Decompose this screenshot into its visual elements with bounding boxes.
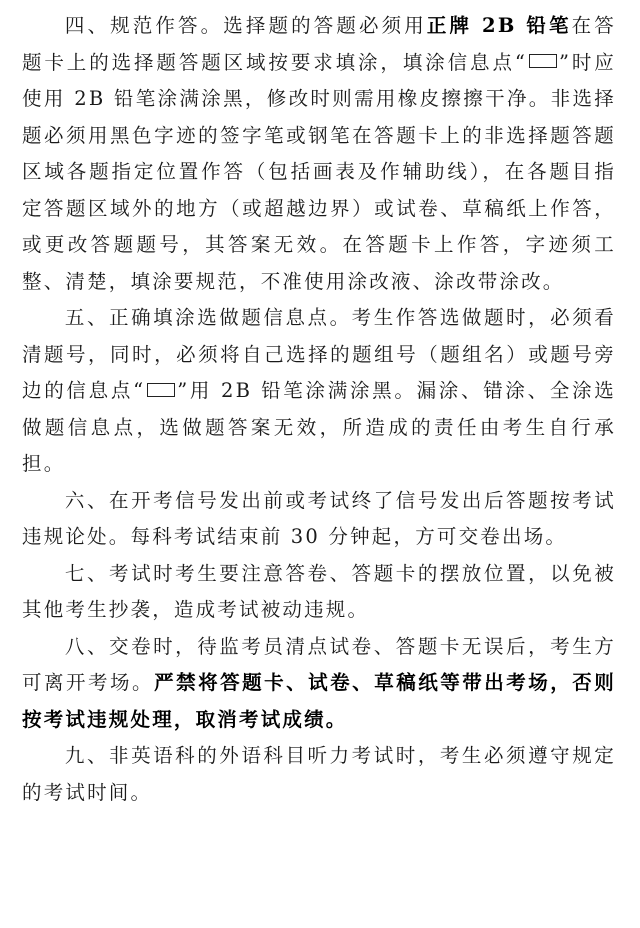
rule-8-paragraph	[22, 629, 616, 739]
info-point-box-icon	[147, 383, 175, 397]
rule-9-text: 九、非英语科的外语科目听力考试时，考生必须遵守规定的考试时间。	[22, 744, 616, 804]
rule-8-text: 八、交卷时，待监考员清点试卷、答题卡无误后，考生方可离开考场。	[22, 634, 616, 694]
rule-7-paragraph	[22, 556, 616, 629]
rule-4-text-b: 在答题卡上的选择题答题区域按要求填涂，填涂信息点“	[22, 14, 616, 74]
rule-5-text-b: ”用 2B 铅笔涂满涂黑。漏涂、错涂、全涂选做题信息点，选做题答案无效，所造成的责任由考生自行承担。	[22, 379, 616, 475]
rule-4-text-c: ”时应使用 2B 铅笔涂满涂黑，修改时则需用橡皮擦擦干净。非选择题必须用黑色字迹的签字笔或钢笔在答题卡上的非选择题答题区域各题指定位置作答（包括画表及作辅助线），在各题目指定答题区域外的地方（或超越边界）或试卷、草稿纸上作答，或更改答题题号，其答案无效。在答题卡上作答，字迹须工整、清楚，填涂要规范，不准使用涂改液、涂改带涂改。	[22, 50, 616, 293]
rule-7-text: 七、考试时考生要注意答卷、答题卡的摆放位置，以免被其他考生抄袭，造成考试被动违规。	[22, 561, 616, 621]
rule-8-bold-warning: 严禁将答题卡、试卷、草稿纸等带出考场，否则按考试违规处理，取消考试成绩。	[22, 671, 617, 731]
rule-4-bold-pencil: 正牌 2B 铅笔	[426, 14, 572, 37]
rule-4-text-a: 四、规范作答。选择题的答题必须用	[64, 14, 427, 37]
info-point-box-icon	[529, 54, 557, 68]
rule-5-paragraph	[22, 300, 616, 483]
rule-9-paragraph	[22, 738, 616, 811]
rule-6-text: 六、在开考信号发出前或考试终了信号发出后答题按考试违规论处。每科考试结束前 30 分钟起，方可交卷出场。	[22, 488, 616, 548]
rule-6-paragraph	[22, 483, 616, 556]
rule-5-text-a: 五、正确填涂选做题信息点。考生作答选做题时，必须看清题号，同时，必须将自己选择的题组号（题组名）或题号旁边的信息点“	[22, 306, 616, 402]
rule-4-paragraph	[22, 8, 616, 300]
